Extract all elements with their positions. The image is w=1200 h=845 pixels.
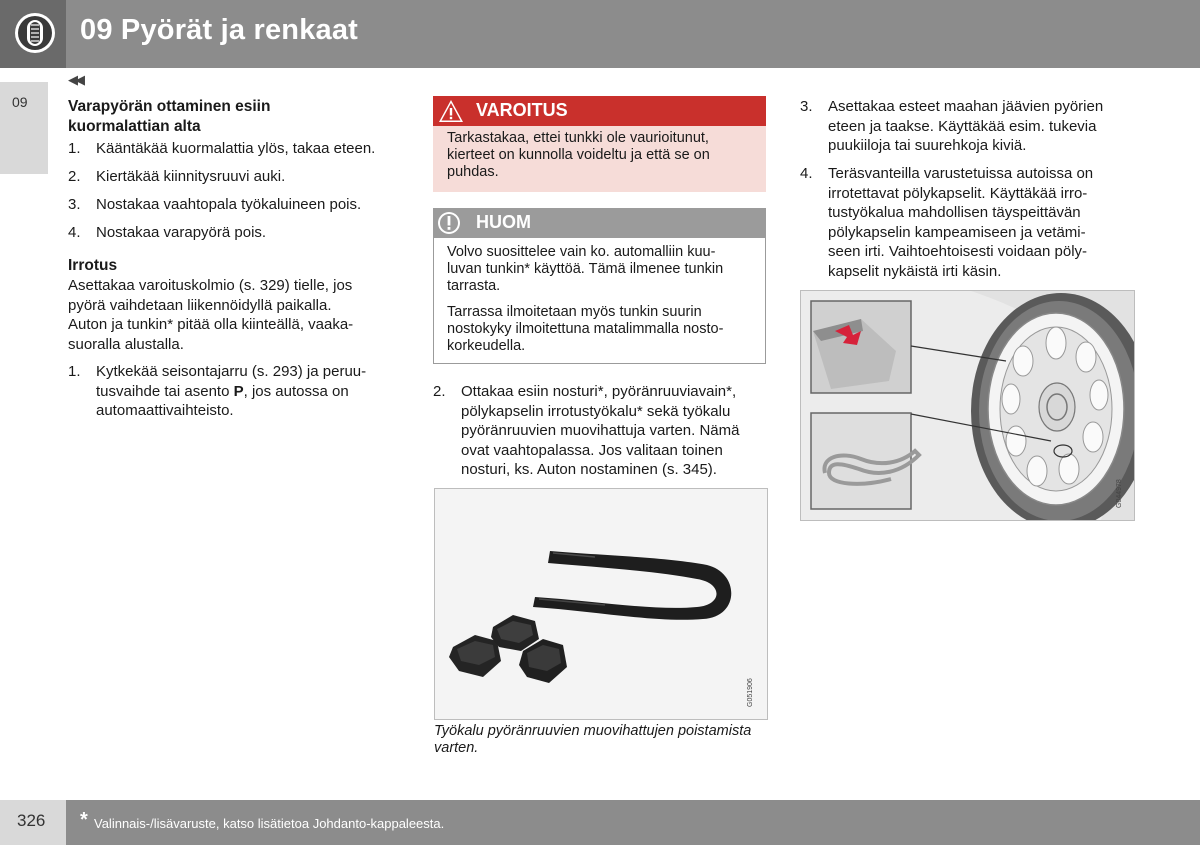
warning-triangle-icon: [438, 99, 464, 123]
note-text-1: Volvo suosittelee vain ko. automalliin kuu- luvan tunkin* käyttöä. Tämä ilmenee tunkin tarrasta.: [447, 244, 724, 294]
note-title: HUOM: [476, 212, 531, 232]
list-item: 1. Kytkekää seisontajarru (s. 293) ja peruu- tusvaihde tai asento P, jos autossa on automaattivaihteisto.: [68, 363, 367, 419]
section-heading-detach: Irrotus: [68, 257, 118, 274]
warning-title: VAROITUS: [476, 100, 568, 120]
figure-caption: Työkalu pyöränruuvien muovihattujen poistamista varten.: [434, 723, 752, 756]
hubcap-illustration: [801, 291, 1134, 520]
figure-code: G051906: [747, 678, 754, 707]
list-item: 2. Ottakaa esiin nosturi*, pyöränruuviavain*, pölykapselin irrotustyökalu* sekä työkalu pyöränruuvien muovihattuja varten. Nämä ovat vaahtopalassa. Jos valitaan toinen nosturi, ks. Auton nostaminen (s. 345).: [433, 383, 740, 478]
figure-cap-removal-tool: [434, 488, 768, 720]
footnote-text: Valinnais-/lisävaruste, katso lisätietoa Johdanto-kappaleesta.: [94, 816, 445, 831]
list-item: 4. Teräsvanteilla varustetuissa autoissa on irrotettavat pölykapselit. Käyttäkää irro- tustyökalua mahdollisen täyspeittävän pölykapselin kampeamiseen ja vetämi- seen irti. Vaihtoehtoisesti voidaan pöly- kapselit nykäistä irti käsin.: [800, 165, 1094, 280]
cap-tool-illustration: [435, 489, 767, 719]
figure-code: G044978: [1116, 479, 1123, 508]
note-text-2: Tarrassa ilmoitetaan myös tunkin suurin nostokyky ilmoitettuna matalimmalla nosto- korkeudella.: [447, 304, 724, 354]
detach-paragraph: Asettakaa varoituskolmio (s. 329) tielle, jos pyörä vaihdetaan liikennöidyllä paikalla. Auton ja tunkin* pitää olla kiinteällä, vaaka- suoralla alustalla.: [68, 277, 354, 353]
warning-text: Tarkastakaa, ettei tunkki ole vaurioitunut, kierteet on kunnolla voideltu ja että se on puhdas.: [447, 130, 710, 180]
chapter-icon-box: [0, 0, 66, 68]
chapter-title: 09 Pyörät ja renkaat: [80, 14, 359, 46]
footnote-star: *: [80, 809, 88, 831]
chapter-side-tab-label: 09: [12, 94, 28, 110]
list-item: 3. Asettakaa esteet maahan jäävien pyörien eteen ja taakse. Käyttäkää esim. tukevia puukiiloja tai suurehkoja kiviä.: [800, 98, 1104, 154]
previous-page-arrows-icon[interactable]: ◀◀: [68, 72, 82, 87]
info-icon: [437, 211, 461, 235]
section-heading-spare-wheel: Varapyörän ottaminen esiin kuormalattian alta: [68, 98, 271, 135]
page-number: 326: [17, 811, 46, 830]
tire-icon: [13, 11, 57, 55]
figure-hubcap-removal: [800, 290, 1135, 521]
